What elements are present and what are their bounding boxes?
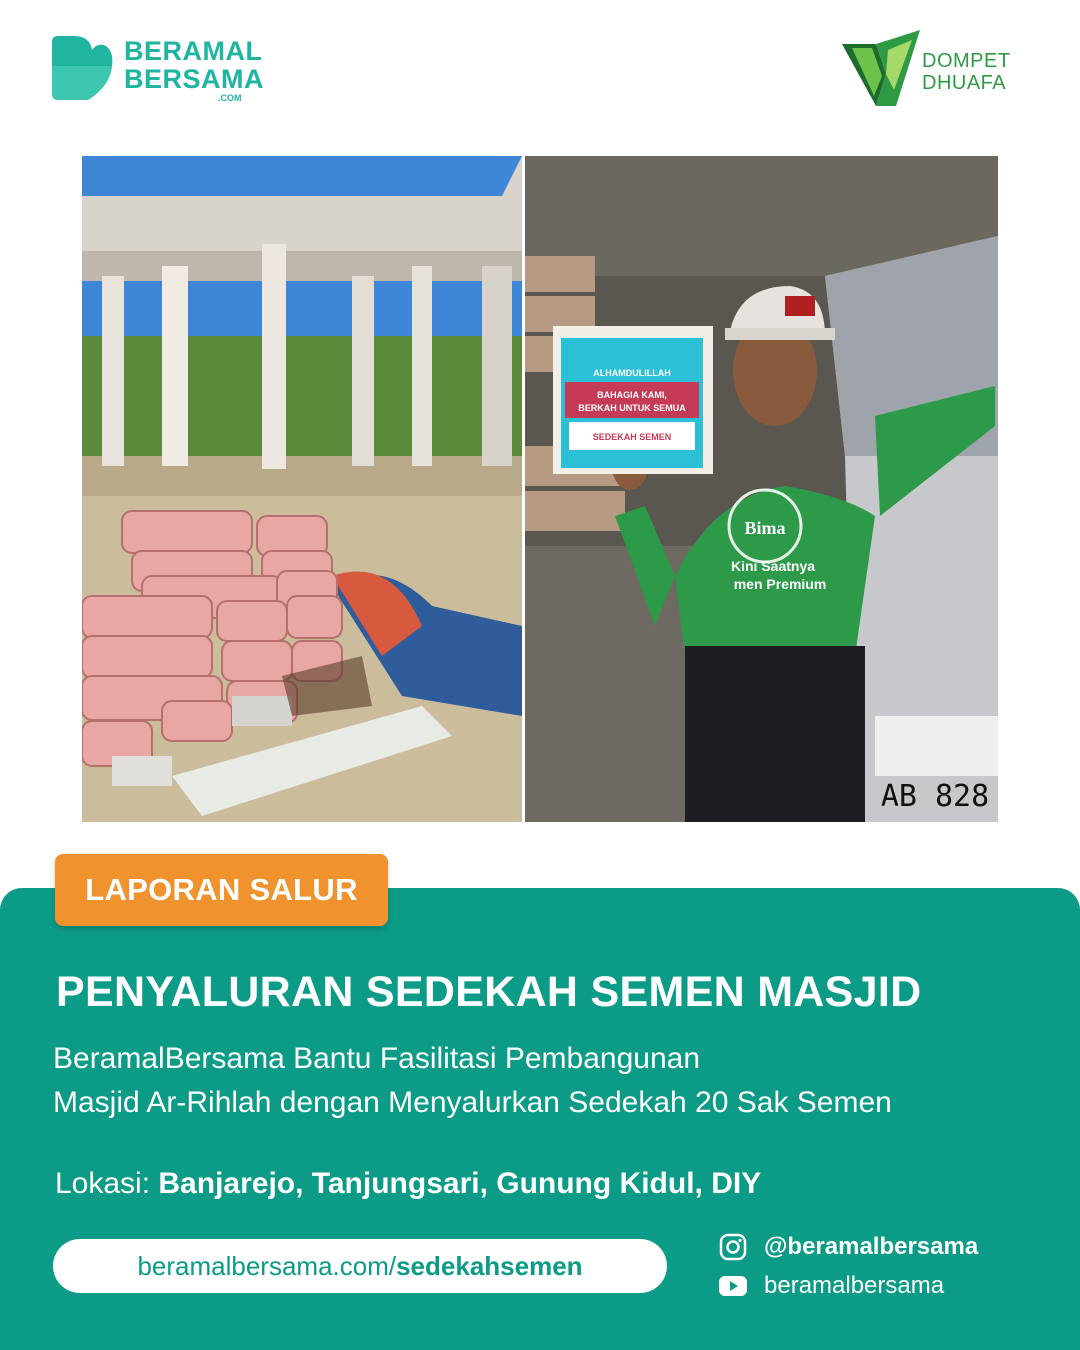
headline: PENYALURAN SEDEKAH SEMEN MASJID: [56, 968, 922, 1016]
youtube-icon: [718, 1272, 748, 1300]
recipient-photo: [525, 156, 998, 822]
instagram-handle-text: @beramalbersama: [764, 1233, 979, 1260]
dompet-dhuafa-mark-icon: [842, 30, 920, 106]
cement-bags-photo: [82, 156, 522, 822]
heart-logo-icon: [52, 36, 114, 100]
instagram-icon: [718, 1233, 748, 1261]
beramalbersama-logo: [52, 34, 292, 104]
subtitle-line-1: BeramalBersama Bantu Fasilitasi Pembangunan: [53, 1042, 701, 1075]
logo-word-1: BERAMAL: [124, 36, 263, 66]
photo-collage: [82, 156, 998, 822]
youtube-channel-text: beramalbersama: [764, 1272, 945, 1299]
dompet-word: DOMPET: [922, 50, 1011, 72]
box-text-1: ALHAMDULILLAH: [593, 368, 671, 378]
dompet-dhuafa-logo: [842, 30, 1042, 106]
logo-word-2: BERSAMA: [124, 64, 265, 94]
box-text-4: SEDEKAH SEMEN: [592, 432, 672, 442]
shirt-brand: Bima: [744, 518, 786, 538]
url-slug: sedekahsemen: [396, 1251, 583, 1281]
subtitle-line-2: Masjid Ar-Rihlah dengan Menyalurkan Sedekah 20 Sak Semen: [53, 1086, 892, 1119]
url-domain: beramalbersama.com/: [137, 1251, 397, 1281]
report-badge: LAPORAN SALUR: [55, 854, 388, 926]
shirt-text-2: men Premium: [733, 576, 827, 592]
license-plate: AB 828: [880, 779, 990, 814]
instagram-handle[interactable]: [718, 1232, 1048, 1262]
dhuafa-word: DHUAFA: [922, 72, 1007, 94]
location: [55, 1163, 1055, 1205]
campaign-url-link[interactable]: [53, 1239, 667, 1293]
logo-suffix: .COM: [218, 93, 242, 103]
location-label: Lokasi:: [55, 1167, 159, 1200]
youtube-channel[interactable]: [718, 1271, 1048, 1301]
box-text-3: BERKAH UNTUK SEMUA: [578, 403, 686, 413]
box-text-2: BAHAGIA KAMI,: [597, 390, 667, 400]
shirt-text-1: Kini Saatnya: [730, 558, 816, 574]
location-value: Banjarejo, Tanjungsari, Gunung Kidul, DIY: [158, 1167, 762, 1200]
